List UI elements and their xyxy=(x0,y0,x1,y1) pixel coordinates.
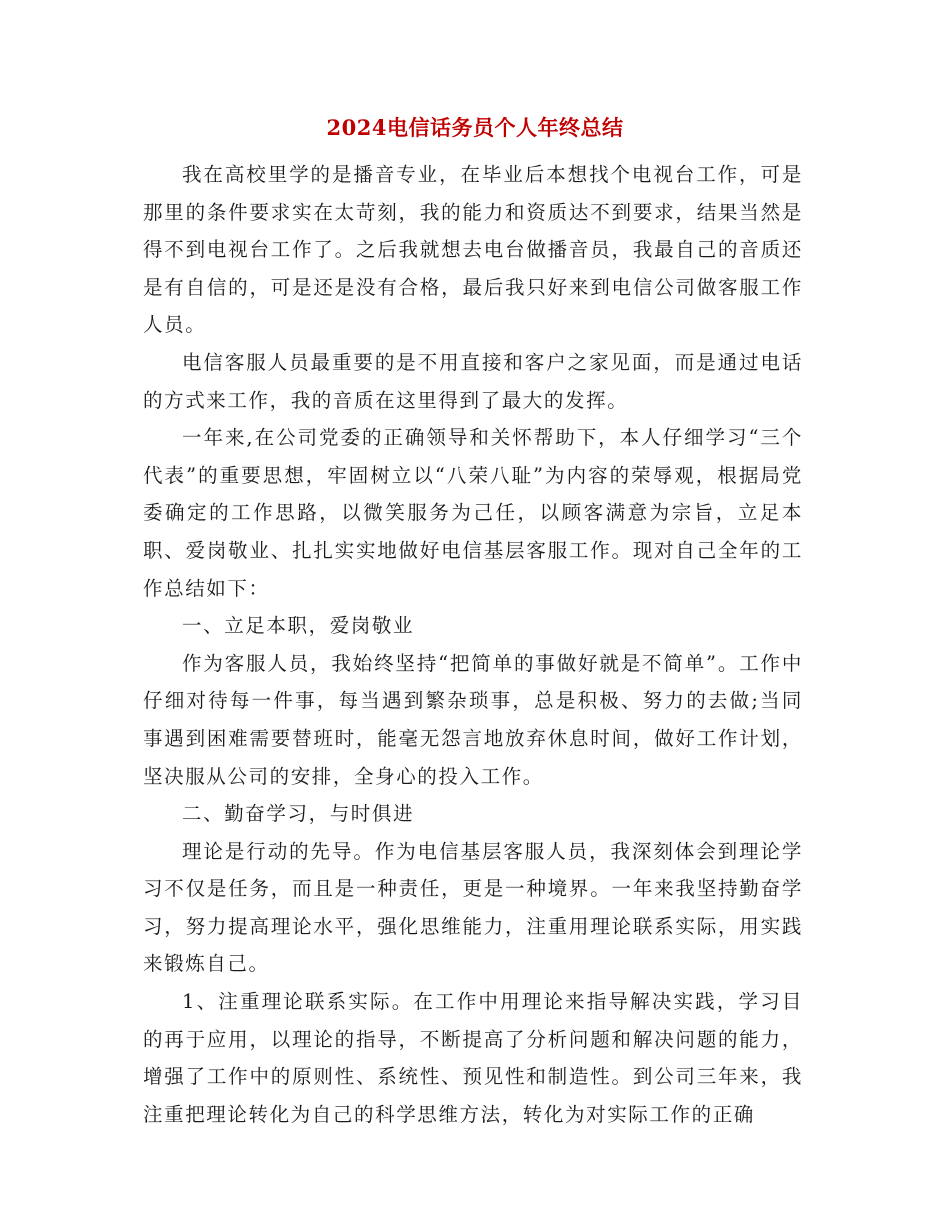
paragraph-intro: 我在高校里学的是播音专业，在毕业后本想找个电视台工作，可是那里的条件要求实在太苛刻，我的能力和资质达不到要求，结果当然是得不到电视台工作了。之后我就想去电台做播音员，我最自己的音质还是有自信的，可是还是没有合格，最后我只好来到电信公司做客服工作人员。 xyxy=(143,163,803,337)
paragraph-theory-practice: 1、注重理论联系实际。在工作中用理论来指导解决实践，学习目的再于应用，以理论的指导，不断提高了分析问题和解决问题的能力，增强了工作中的原则性、系统性、预见性和制造性。到公司三年来，我注重把理论转化为自己的科学思维方法，转化为对实际工作的正确 xyxy=(143,990,803,1126)
paragraph-phone-service: 电信客服人员最重要的是不用直接和客户之家见面，而是通过电话的方式来工作，我的音质在这里得到了最大的发挥。 xyxy=(143,350,803,412)
section-heading-1: 一、立足本职，爱岗敬业 xyxy=(182,614,415,638)
section-heading-2: 二、勤奋学习，与时俱进 xyxy=(182,802,415,826)
paragraph-dedication: 作为客服人员，我始终坚持“把简单的事做好就是不简单”。工作中仔细对待每一件事，每当遇到繁杂琐事，总是积极、努力的去做;当同事遇到困难需要替班时，能毫无怨言地放弃休息时间，做好工作计划，坚决服从公司的安排，全身心的投入工作。 xyxy=(143,651,803,788)
document-body xyxy=(143,156,803,1133)
document-title: 2024电信话务员个人年终总结 xyxy=(326,115,624,140)
paragraph-theory-study: 理论是行动的先导。作为电信基层客服人员，我深刻体会到理论学习不仅是任务，而且是一种责任，更是一种境界。一年来我坚持勤奋学习，努力提高理论水平，强化思维能力，注重用理论联系实际，用实践来锻炼自己。 xyxy=(143,839,803,976)
paragraph-year-overview: 一年来,在公司党委的正确领导和关怀帮助下，本人仔细学习“三个代表”的重要思想，牢固树立以“八荣八耻”为内容的荣辱观，根据局党委确定的工作思路，以微笑服务为己任，以顾客满意为宗旨，立足本职、爱岗敬业、扎扎实实地做好电信基层客服工作。现对自己全年的工作总结如下： xyxy=(143,426,803,600)
